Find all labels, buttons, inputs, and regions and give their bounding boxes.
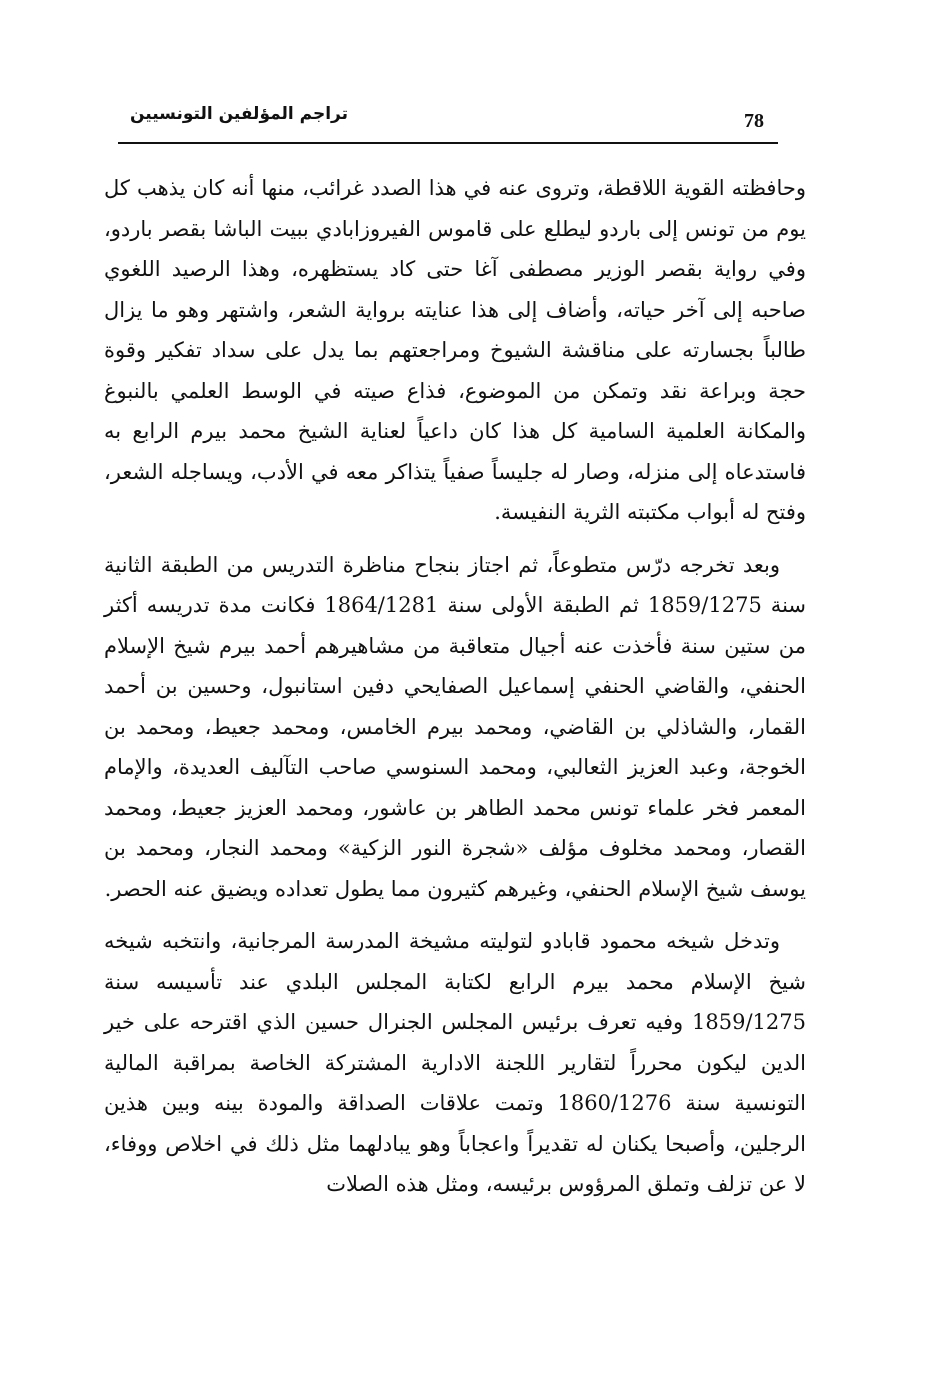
- running-title: تراجم المؤلفين التونسيين: [130, 104, 348, 124]
- paragraph-2: وبعد تخرجه درّس متطوعاً، ثم اجتاز بنجاح مناظرة التدريس من الطبقة الثانية سنة 1859/1275 ثم الطبقة الأولى سنة 1864/1281 فكانت مدة تدريسه أكثر من ستين سنة فأخذت عنه أجيال متعاقبة من مشاهيرهم أحمد بيرم شيخ الإسلام الحنفي، والقاضي الحنفي إسماعيل الصفايحي دفين استانبول، وحسين بن أحمد القمار، والشاذلي بن القاضي، ومحمد بيرم الخامس، ومحمد جعيط، ومحمد بن الخوجة، وعبد العزيز الثعالبي، ومحمد السنوسي صاحب التآليف العديدة، والإمام المعمر فخر علماء تونس محمد الطاهر بن عاشور، ومحمد العزيز جعيط، ومحمد القصار، ومحمد مخلوف مؤلف «شجرة النور الزكية» ومحمد النجار، ومحمد بن يوسف شيخ الإسلام الحنفي، وغيرهم كثيرون مما يطول تعداده ويضيق عنه الحصر.: [104, 552, 806, 901]
- paragraph-1: وحافظته القوية اللاقطة، وتروى عنه في هذا الصدد غرائب، منها أنه كان يذهب كل يوم من تونس إلى باردو ليطلع على قاموس الفيروزابادي ببيت الباشا بقصر باردو، وفي رواية بقصر الوزير مصطفى آغا حتى كاد يستظهره، وهذا الرصيد اللغوي صاحبه إلى آخر حياته، وأضاف إلى هذا عنايته برواية الشعر، واشتهر وهو ما يزال طالباً بجسارته على مناقشة الشيوخ ومراجعتهم بما يدل على سداد تفكير وقوة حجة وبراعة نقد وتمكن من الموضوع، فذاع صيته في الوسط العلمي بالنبوغ والمكانة العلمية السامية كل هذا كان داعياً لعناية الشيخ محمد بيرم الرابع به فاستدعاه إلى منزله، وصار له جليساً صفياً يتذاكر معه في الأدب، ويساجله الشعر، وفتح له أبواب مكتبته الثرية النفيسة.: [104, 176, 806, 524]
- page-number: 78: [744, 110, 764, 132]
- page-header: [118, 98, 778, 144]
- body-text: [104, 168, 806, 1217]
- paragraph-3: وتدخل شيخه محمود قابادو لتوليته مشيخة المدرسة المرجانية، وانتخبه شيخه شيخ الإسلام محمد بيرم الرابع لكتابة المجلس البلدي عند تأسيسه سنة 1859/1275 وفيه تعرف برئيس المجلس الجنرال حسين الذي اقترحه على خير الدين ليكون محرراً لتقارير اللجنة الادارية المشتركة الخاصة بمراقبة المالية التونسية سنة 1860/1276 وتمت علاقات الصداقة والمودة بينه وبين هذين الرجلين، وأصبحا يكنان له تقديراً واعجاباً وهو يبادلهما مثل ذلك في اخلاص ووفاء، لا عن تزلف وتملق المرؤوس برئيسه، ومثل هذه الصلات: [104, 929, 806, 1196]
